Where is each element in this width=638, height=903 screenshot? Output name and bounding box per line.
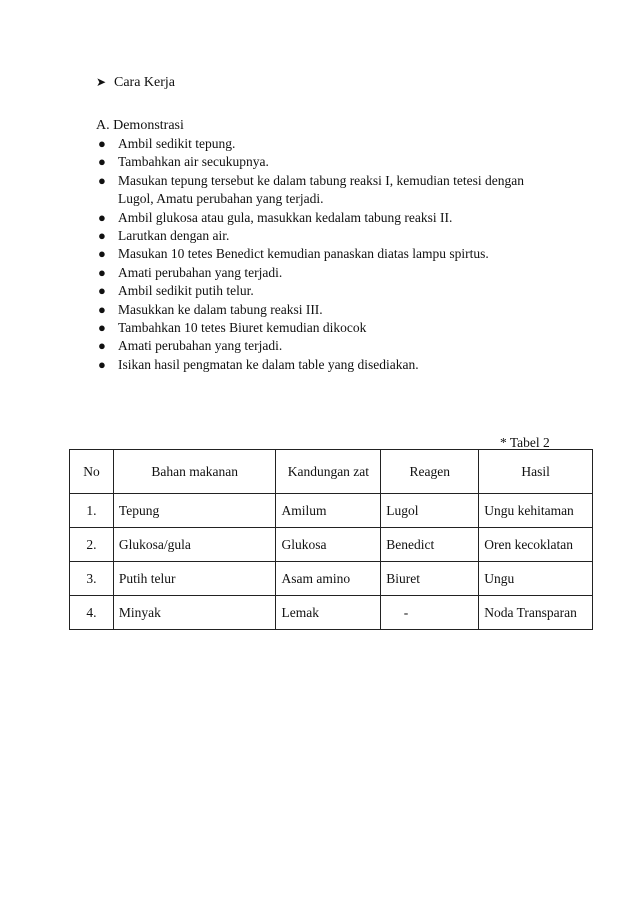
cell-reagen: Benedict [381, 528, 479, 562]
bullet-icon: ● [98, 283, 106, 299]
cell-no: 2. [70, 528, 114, 562]
cell-reagen: Lugol [381, 494, 479, 528]
bullet-icon: ● [98, 154, 106, 170]
cell-kandungan: Glukosa [276, 528, 381, 562]
subheading: A. Demonstrasi [96, 118, 184, 133]
arrow-bullet-icon: ➤ [96, 75, 107, 89]
list-item: ● Masukan tepung tersebut ke dalam tabung reaksi I, kemudian tetesi dengan Lugol, Amatu perubahan yang terjadi. [98, 172, 525, 207]
list-item: ● Amati perubahan yang terjadi. [96, 337, 556, 355]
bullet-icon: ● [98, 136, 106, 151]
table-row [70, 528, 593, 562]
cell-bahan: Glukosa/gula [113, 528, 276, 562]
list-item: ● Ambil sedikit tepung. [96, 135, 556, 153]
header-kandungan-zat: Kandungan zat [276, 450, 381, 494]
header-bahan-makanan: Bahan makanan [113, 450, 276, 494]
list-item: ● Larutkan dengan air. [96, 227, 556, 245]
results-table [69, 449, 593, 630]
list-item: ● Amati perubahan yang terjadi. [96, 264, 556, 282]
heading-text: Cara Kerja [114, 75, 176, 90]
steps-list [96, 135, 556, 374]
cell-no: 4. [70, 596, 114, 630]
list-item: ● Tambahkan air secukupnya. [96, 153, 556, 171]
section-heading [96, 73, 175, 92]
bullet-icon: ● [98, 356, 106, 372]
cell-kandungan: Asam amino [276, 562, 381, 596]
bullet-icon: ● [98, 301, 106, 317]
list-item: ● Masukan 10 tetes Benedict kemudian panaskan diatas lampu spirtus. [96, 245, 556, 263]
cell-no: 1. [70, 494, 114, 528]
bullet-icon: ● [98, 209, 106, 225]
table-row [70, 562, 593, 596]
cell-kandungan: Lemak [276, 596, 381, 630]
table-row [70, 494, 593, 528]
list-item: ● Isikan hasil pengmatan ke dalam table yang disediakan. [96, 356, 556, 374]
header-hasil: Hasil [479, 450, 593, 494]
bullet-icon: ● [98, 228, 106, 244]
bullet-icon: ● [98, 172, 106, 188]
cell-hasil: Ungu [479, 562, 593, 596]
bullet-icon: ● [98, 264, 106, 280]
cell-bahan: Minyak [113, 596, 276, 630]
header-reagen: Reagen [381, 450, 479, 494]
bullet-icon: ● [98, 338, 106, 354]
table-row [70, 596, 593, 630]
list-item: ● Ambil sedikit putih telur. [96, 282, 556, 300]
bullet-icon: ● [98, 320, 106, 336]
cell-kandungan: Amilum [276, 494, 381, 528]
list-item: ● Masukkan ke dalam tabung reaksi III. [96, 301, 556, 319]
list-item: ● Tambahkan 10 tetes Biuret kemudian dikocok [96, 319, 556, 337]
cell-bahan: Tepung [113, 494, 276, 528]
cell-reagen: Biuret [381, 562, 479, 596]
cell-bahan: Putih telur [113, 562, 276, 596]
cell-hasil: Noda Transparan [479, 596, 593, 630]
cell-reagen: - [381, 596, 479, 630]
header-no: No [70, 450, 114, 494]
cell-hasil: Oren kecoklatan [479, 528, 593, 562]
list-item: ● Ambil glukosa atau gula, masukkan kedalam tabung reaksi II. [96, 209, 556, 227]
table-caption: * Tabel 2 [500, 435, 550, 450]
bullet-icon: ● [98, 246, 106, 262]
table-header-row [70, 450, 593, 494]
cell-no: 3. [70, 562, 114, 596]
cell-hasil: Ungu kehitaman [479, 494, 593, 528]
